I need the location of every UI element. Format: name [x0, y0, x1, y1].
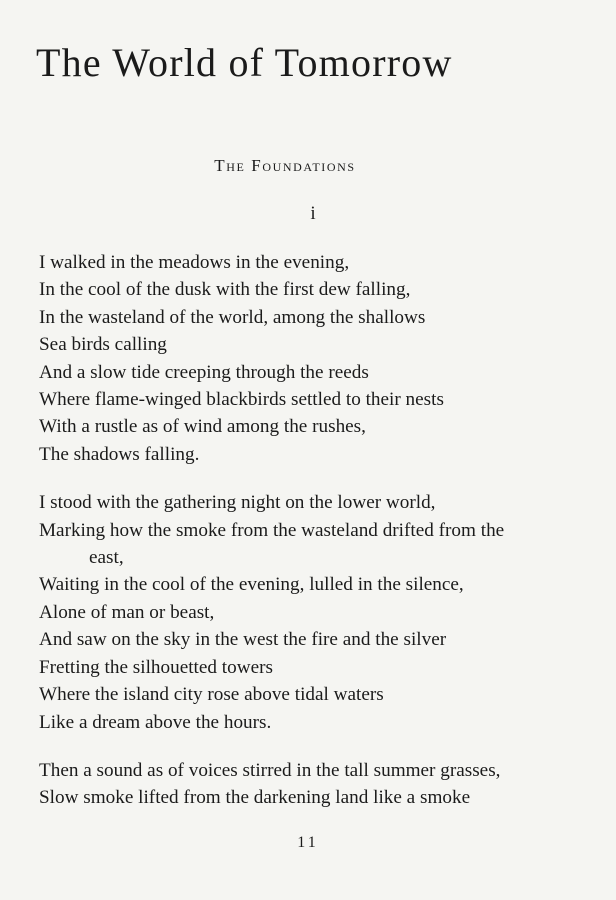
stanza-1: [39, 249, 609, 468]
poem-line: The shadows falling.: [39, 443, 200, 465]
poem-line: I walked in the meadows in the evening,: [39, 252, 350, 273]
poem-line-continuation: east,: [89, 547, 124, 569]
stanza-3: [39, 757, 609, 812]
section-title: The Foundations: [214, 156, 356, 175]
poem-line: Marking how the smoke from the wasteland drifted from the: [39, 519, 505, 541]
poem-line: Where flame-winged blackbirds settled to their nests: [39, 389, 444, 411]
poem-line: And saw on the sky in the west the fire and the silver: [39, 629, 447, 651]
poem-line: Sea birds calling: [39, 334, 167, 356]
poem-line: Waiting in the cool of the evening, lulled in the silence,: [39, 574, 464, 596]
poem-line: In the wasteland of the world, among the shallows: [39, 306, 426, 328]
poem-line: With a rustle as of wind among the rushes,: [39, 416, 366, 438]
poem-line: Fretting the silhouetted towers: [39, 656, 273, 678]
poem-line: Slow smoke lifted from the darkening land like a smoke: [39, 787, 471, 809]
part-number: i: [310, 203, 316, 224]
poem-line: Then a sound as of voices stirred in the tall summer grasses,: [39, 759, 501, 781]
page-title: The World of Tomorrow: [36, 40, 453, 85]
poem-line: I stood with the gathering night on the lower world,: [39, 492, 436, 514]
page-number: 11: [297, 834, 319, 851]
stanza-2: [39, 489, 609, 736]
poem-line: Where the island city rose above tidal waters: [39, 684, 384, 706]
poem: [39, 249, 609, 833]
poem-line: Like a dream above the hours.: [39, 711, 272, 733]
poem-line: And a slow tide creeping through the reeds: [39, 361, 369, 383]
poem-line: In the cool of the dusk with the first dew falling,: [39, 279, 411, 301]
poem-line: Alone of man or beast,: [39, 601, 215, 623]
